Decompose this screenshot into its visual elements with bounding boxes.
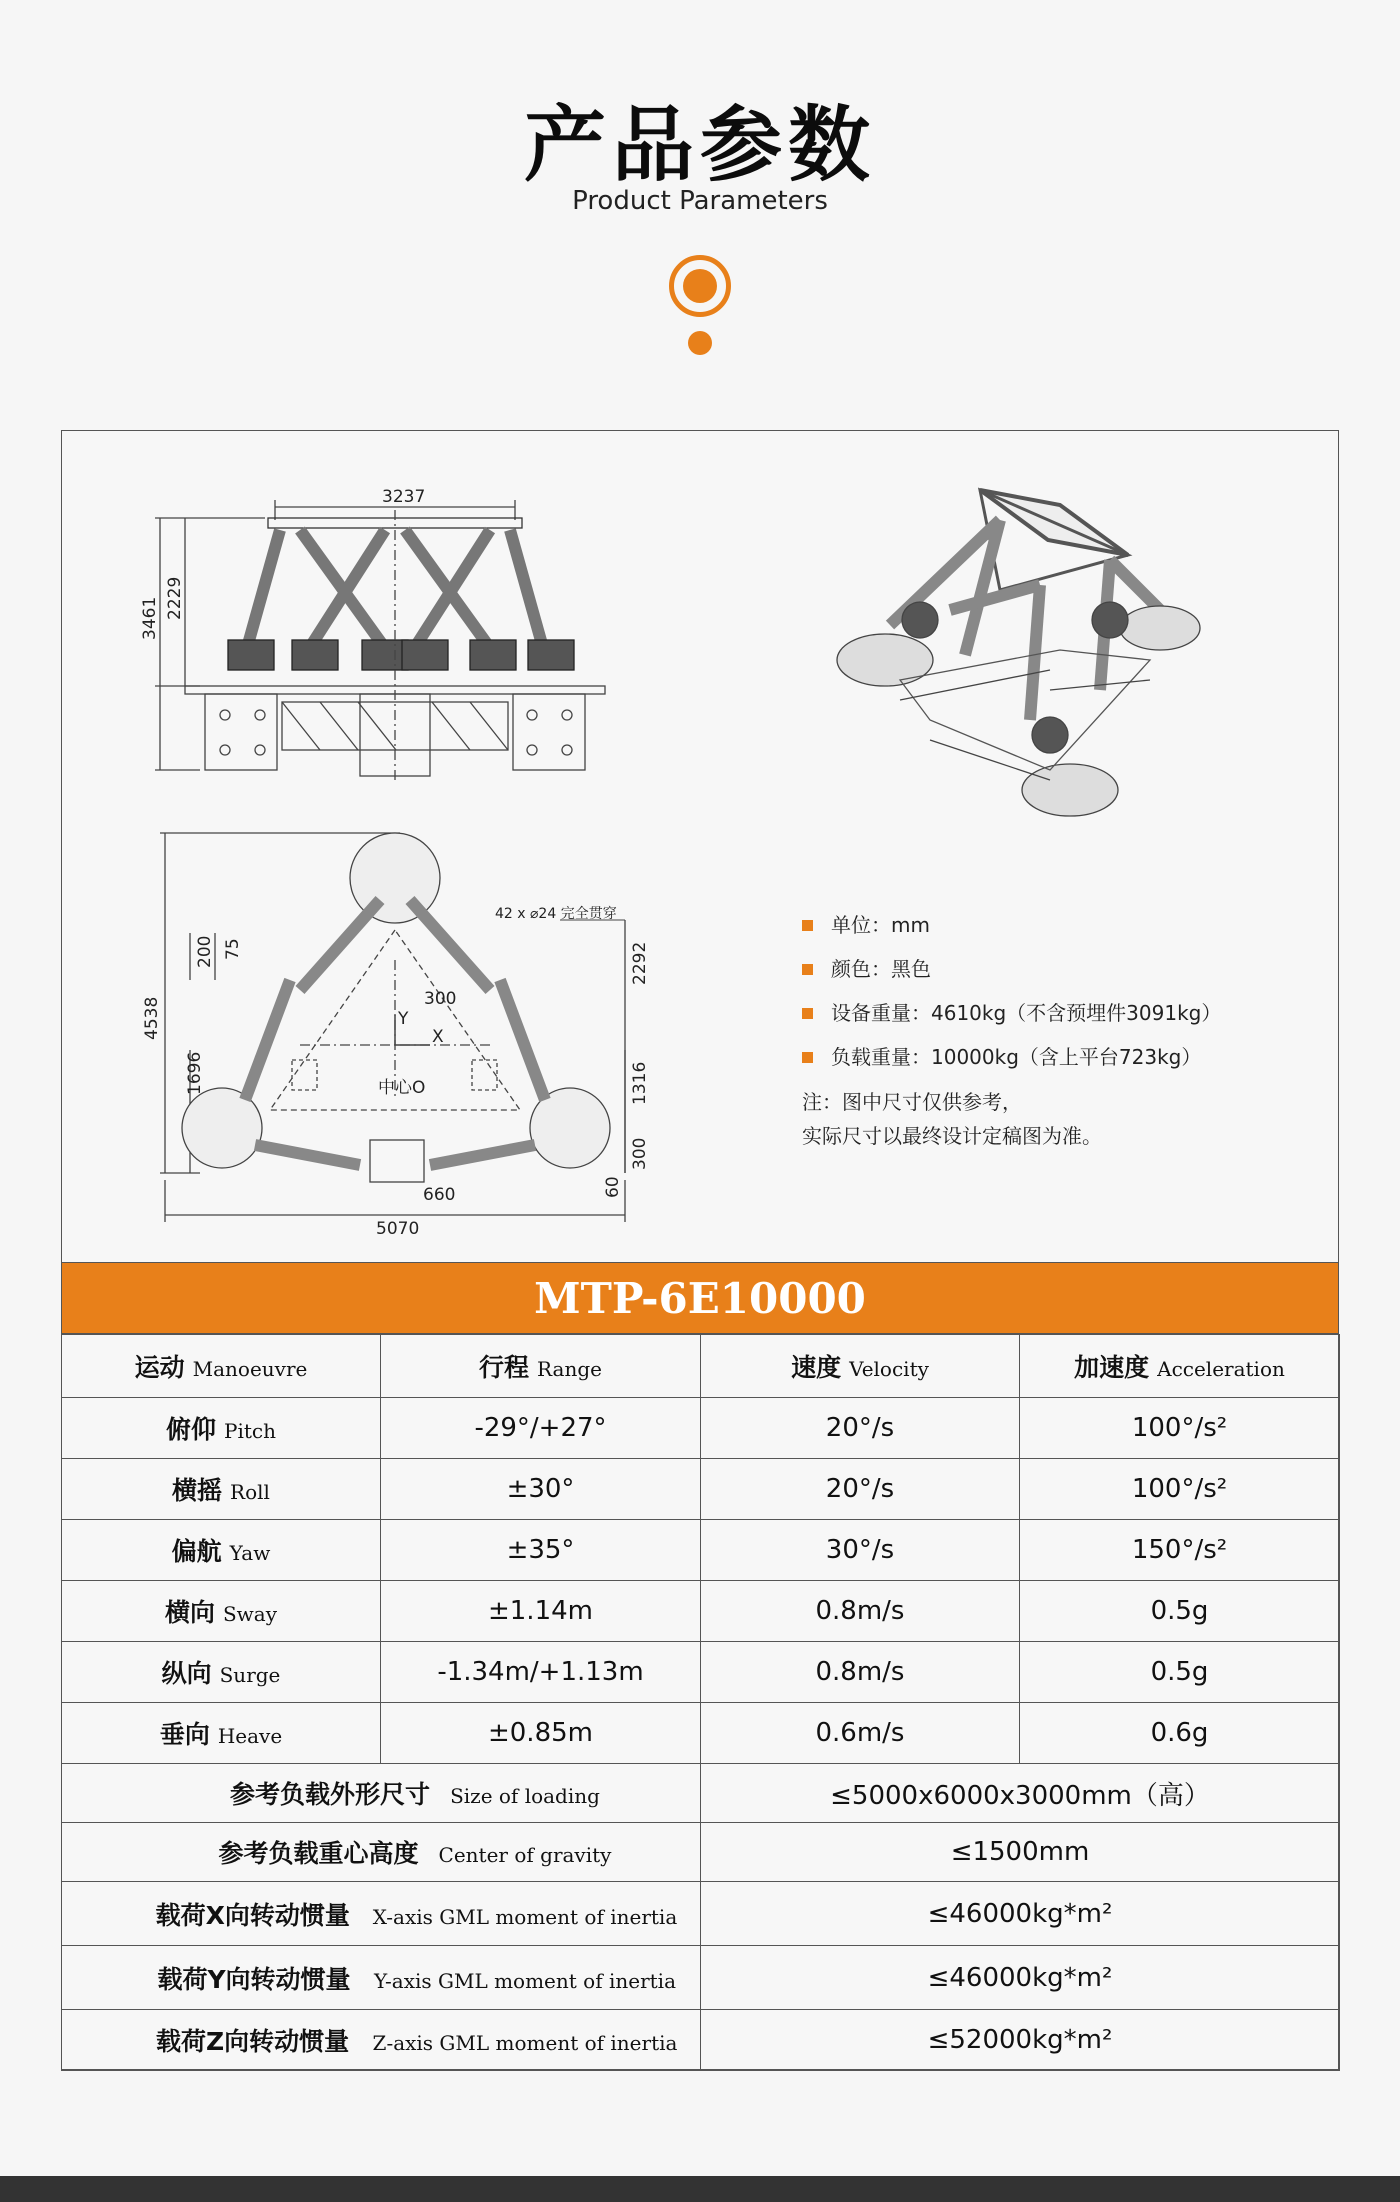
label-cn: 偏航: [171, 1537, 222, 1566]
label-en: Y-axis GML moment of inertia: [374, 1968, 676, 1993]
table-cell: -29°/+27°: [381, 1398, 701, 1459]
table-cell: 30°/s: [701, 1520, 1020, 1581]
dim-660: 660: [423, 1185, 456, 1205]
table-row: [62, 1703, 1340, 1764]
table-cell: 0.6m/s: [701, 1703, 1020, 1764]
table-cell: ≤46000kg*m²: [701, 1946, 1340, 2010]
label-en: Manoeuvre: [192, 1357, 308, 1381]
label-cn: 行程: [479, 1353, 530, 1382]
label-cn: 横摇: [172, 1476, 223, 1505]
header-cell: [62, 1335, 381, 1398]
table-row: [62, 1581, 1340, 1642]
table-row: [62, 1882, 1340, 1946]
table-cell: ≤1500mm: [701, 1823, 1340, 1882]
table-cell: ±0.85m: [381, 1703, 701, 1764]
table-cell: [62, 1946, 701, 2010]
table-cell: ≤52000kg*m²: [701, 2010, 1340, 2071]
table-cell: [62, 1764, 701, 1823]
dim-200: 200: [195, 935, 215, 968]
dim-300b: 300: [630, 1137, 650, 1170]
label-cn: 横向: [164, 1598, 215, 1627]
table-cell: [62, 1459, 381, 1520]
center-label: 中心O: [378, 1078, 426, 1098]
note-item: 单位：mm: [802, 903, 1221, 947]
label-en: Pitch: [224, 1419, 276, 1443]
spec-table: [61, 1334, 1340, 2071]
table-cell: [62, 2010, 701, 2071]
label-cn: 加速度: [1074, 1353, 1150, 1382]
label-en: X-axis GML moment of inertia: [372, 1904, 678, 1929]
table-cell: ≤5000x6000x3000mm（高）: [701, 1764, 1340, 1823]
dim-plan-height: 4538: [142, 996, 162, 1040]
dim-300a: 300: [424, 989, 457, 1009]
table-row: [62, 1459, 1340, 1520]
dim-1696: 1696: [185, 1051, 205, 1095]
page-subtitle: Product Parameters: [572, 186, 828, 216]
label-cn: 运动: [134, 1353, 185, 1382]
table-cell: [62, 1823, 701, 1882]
table-header-row: [62, 1335, 1340, 1398]
table-cell: 0.8m/s: [701, 1642, 1020, 1703]
table-cell: ±35°: [381, 1520, 701, 1581]
table-cell: ≤46000kg*m²: [701, 1882, 1340, 1946]
table-cell: [62, 1581, 381, 1642]
label-en: Surge: [219, 1663, 281, 1687]
label-en: Range: [537, 1357, 602, 1381]
dim-1316: 1316: [630, 1061, 650, 1105]
axis-y-label: Y: [398, 1009, 409, 1029]
table-cell: ±1.14m: [381, 1581, 701, 1642]
table-cell: 150°/s²: [1020, 1520, 1340, 1581]
label-en: Center of gravity: [438, 1843, 612, 1867]
dim-height-total: 3461: [140, 596, 160, 640]
axis-x-label: X: [432, 1027, 444, 1047]
bullet-square-icon: [802, 1052, 813, 1063]
spec-notes: [802, 903, 1221, 1153]
table-cell: 0.5g: [1020, 1642, 1340, 1703]
label-en: Acceleration: [1157, 1357, 1285, 1381]
table-cell: 100°/s²: [1020, 1398, 1340, 1459]
label-en: Z-axis GML moment of inertia: [372, 2031, 678, 2055]
table-cell: [62, 1703, 381, 1764]
table-cell: 0.5g: [1020, 1581, 1340, 1642]
label-cn: 速度: [791, 1353, 842, 1382]
table-cell: [62, 1520, 381, 1581]
label-cn: 载荷X向转动惯量: [155, 1900, 350, 1930]
table-row: [62, 1398, 1340, 1459]
table-cell: 0.8m/s: [701, 1581, 1020, 1642]
note-tip: 注：图中尺寸仅供参考， 实际尺寸以最终设计定稿图为准。: [802, 1090, 1102, 1148]
table-row: [62, 1520, 1340, 1581]
note-item: 设备重量：4610kg（不含预埋件3091kg）: [802, 991, 1221, 1035]
label-cn: 垂向: [159, 1720, 210, 1749]
table-cell: 20°/s: [701, 1459, 1020, 1520]
label-cn: 参考负载外形尺寸: [230, 1780, 431, 1809]
table-cell: 0.6g: [1020, 1703, 1340, 1764]
table-row: [62, 2010, 1340, 2071]
header-cell: [701, 1335, 1020, 1398]
dim-height-upper: 2229: [165, 576, 185, 620]
bullet-square-icon: [802, 1008, 813, 1019]
table-cell: ±30°: [381, 1459, 701, 1520]
table-cell: [62, 1398, 381, 1459]
isometric-view: [837, 490, 1200, 816]
table-cell: [62, 1882, 701, 1946]
dim-60: 60: [603, 1176, 623, 1198]
page-title: 产品参数: [523, 98, 876, 193]
label-en: Roll: [230, 1480, 270, 1504]
table-row: [62, 1642, 1340, 1703]
label-cn: 俯仰: [166, 1415, 217, 1444]
front-elevation-view: [155, 500, 605, 780]
table-cell: 20°/s: [701, 1398, 1020, 1459]
label-en: Velocity: [849, 1357, 929, 1381]
dim-top-width: 3237: [382, 487, 426, 507]
label-cn: 载荷Y向转动惯量: [157, 1964, 351, 1994]
dim-2292: 2292: [630, 941, 650, 985]
header-cell: [1020, 1335, 1340, 1398]
label-en: Sway: [222, 1602, 278, 1626]
header-cell: [381, 1335, 701, 1398]
bullet-square-icon: [802, 964, 813, 975]
table-row: [62, 1823, 1340, 1882]
table-cell: 100°/s²: [1020, 1459, 1340, 1520]
label-cn: 参考负载重心高度: [218, 1839, 419, 1868]
bullet-square-icon: [802, 920, 813, 931]
label-en: Yaw: [229, 1541, 271, 1565]
label-cn: 纵向: [161, 1659, 212, 1688]
note-item: 负载重量：10000kg（含上平台723kg）: [802, 1035, 1221, 1079]
label-en: Size of loading: [450, 1784, 600, 1808]
table-row: [62, 1946, 1340, 2010]
dim-holes: 42 x ⌀24 完全贯穿: [495, 906, 617, 922]
dim-75: 75: [223, 938, 243, 960]
note-item: 颜色：黑色: [802, 947, 1221, 991]
model-title: MTP-6E10000: [61, 1262, 1339, 1334]
table-row: [62, 1764, 1340, 1823]
table-cell: -1.34m/+1.13m: [381, 1642, 701, 1703]
table-cell: [62, 1642, 381, 1703]
label-cn: 载荷Z向转动惯量: [155, 2027, 350, 2056]
footer-bar: [0, 2176, 1400, 2202]
plan-view: [160, 833, 625, 1222]
dim-base-width: 5070: [376, 1219, 420, 1239]
label-en: Heave: [217, 1724, 283, 1748]
